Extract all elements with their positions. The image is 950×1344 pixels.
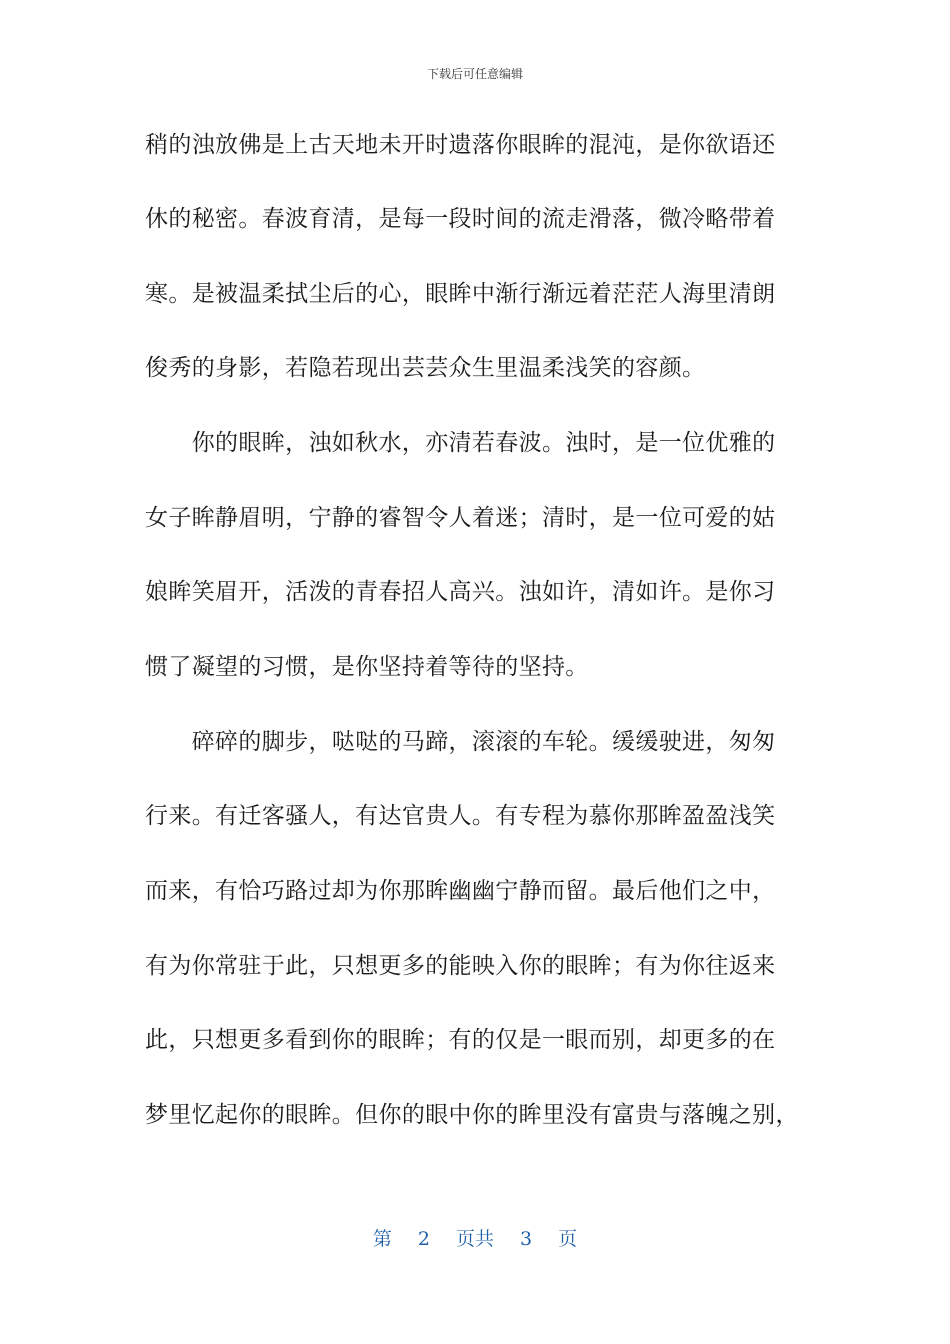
text-line: 惯了凝望的习惯，是你坚持着等待的坚持。	[145, 654, 589, 680]
text-line: 碎碎的脚步，哒哒的马蹄，滚滚的车轮。缓缓驶进，匆匆	[145, 729, 776, 755]
text-line: 此，只想更多看到你的眼眸；有的仅是一眼而别，却更多的在	[145, 1027, 776, 1053]
text-line: 稍的浊放佛是上古天地未开时遗落你眼眸的混沌，是你欲语还	[145, 132, 776, 158]
text-line: 有为你常驻于此，只想更多的能映入你的眼眸；有为你往返来	[145, 953, 776, 979]
page-number-footer	[0, 1226, 950, 1252]
current-page-number: 2	[417, 1228, 430, 1250]
text-line: 梦里忆起你的眼眸。但你的眼中你的眸里没有富贵与落魄之别，	[145, 1102, 799, 1128]
text-line: 行来。有迁客骚人，有达官贵人。有专程为慕你那眸盈盈浅笑	[145, 803, 776, 829]
document-header-note: 下载后可任意编辑	[426, 67, 523, 81]
text-line: 女子眸静眉明，宁静的睿智令人着迷；清时，是一位可爱的姑	[145, 505, 776, 531]
text-line: 寒。是被温柔拭尘后的心，眼眸中渐行渐远着茫茫人海里清朗	[145, 281, 776, 307]
page-prefix: 第	[372, 1228, 392, 1250]
text-line: 娘眸笑眉开，活泼的青春招人高兴。浊如许，清如许。是你习	[145, 579, 776, 605]
text-line: 你的眼眸，浊如秋水，亦清若春波。浊时，是一位优雅的	[145, 430, 776, 456]
text-line: 而来，有恰巧路过却为你那眸幽幽宁静而留。最后他们之中，	[145, 878, 776, 904]
total-pages-number: 3	[520, 1228, 533, 1250]
page-suffix: 页	[558, 1228, 578, 1250]
page-mid-label: 页共	[455, 1228, 494, 1250]
text-line: 休的秘密。春波育清，是每一段时间的流走滑落，微冷略带着	[145, 206, 776, 232]
text-line: 俊秀的身影，若隐若现出芸芸众生里温柔浅笑的容颜。	[145, 355, 706, 381]
